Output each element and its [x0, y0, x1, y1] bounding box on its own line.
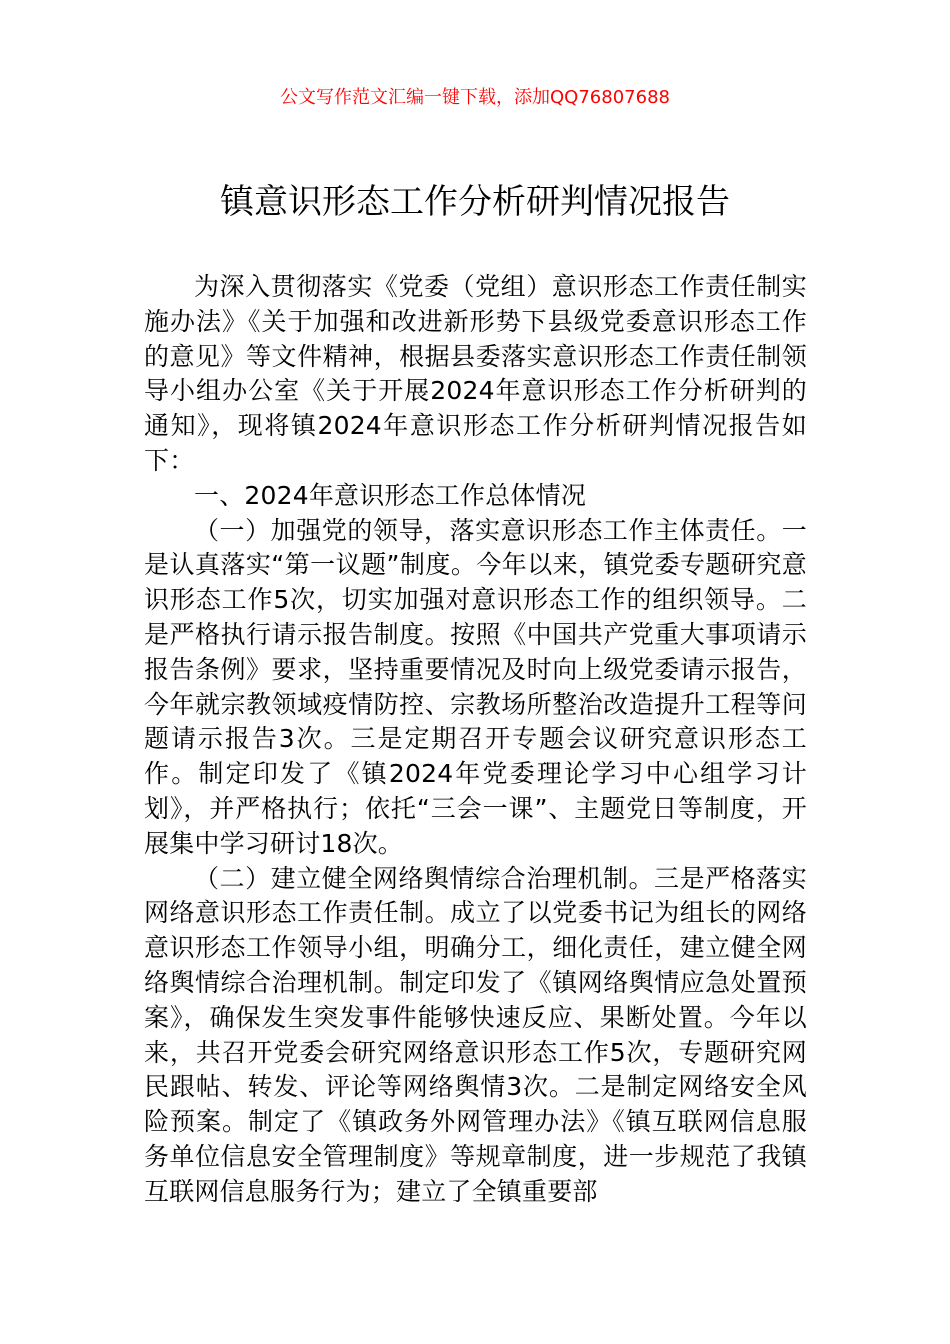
subsection-1-paragraph: （一）加强党的领导，落实意识形态工作主体责任。一是认真落实“第一议题”制度。今年以来，镇党委专题研究意识形态工作5次，切实加强对意识形态工作的组织领导。二是严格执行请示报告制度。按照《中国共产党重大事项请示报告条例》要求，坚持重要情况及时向上级党委请示报告，今年就宗教领域疫情防控、宗教场所整治改造提升工程等问题请示报告3次。三是定期召开专题会议研究意识形态工作。制定印发了《镇2024年党委理论学习中心组学习计划》，并严格执行；依托“三会一课”、主题党日等制度，开展集中学习研讨18次。 — [144, 515, 807, 858]
intro-paragraph: 为深入贯彻落实《党委（党组）意识形态工作责任制实施办法》《关于加强和改进新形势下县级党委意识形态工作的意见》等文件精神，根据县委落实意识形态工作责任制领导小组办公室《关于开展2024年意识形态工作分析研判的通知》，现将镇2024年意识形态工作分析研判情况报告如下： — [144, 272, 807, 475]
subsection-2-paragraph: （二）建立健全网络舆情综合治理机制。三是严格落实网络意识形态工作责任制。成立了以党委书记为组长的网络意识形态工作领导小组，明确分工，细化责任，建立健全网络舆情综合治理机制。制定印发了《镇网络舆情应急处置预案》，确保发生突发事件能够快速反应、果断处置。今年以来，共召开党委会研究网络意识形态工作5次，专题研究网民跟帖、转发、评论等网络舆情3次。二是制定网络安全风险预案。制定了《镇政务外网管理办法》《镇互联网信息服务单位信息安全管理制度》等规章制度，进一步规范了我镇互联网信息服务行为；建立了全镇重要部 — [144, 863, 807, 1206]
document-title: 镇意识形态工作分析研判情况报告 — [220, 182, 730, 222]
document-body — [144, 270, 807, 1210]
download-note: 公文写作范文汇编一键下载，添加QQ76807688 — [280, 87, 670, 108]
section-heading-1: 一、2024年意识形态工作总体情况 — [194, 480, 587, 510]
